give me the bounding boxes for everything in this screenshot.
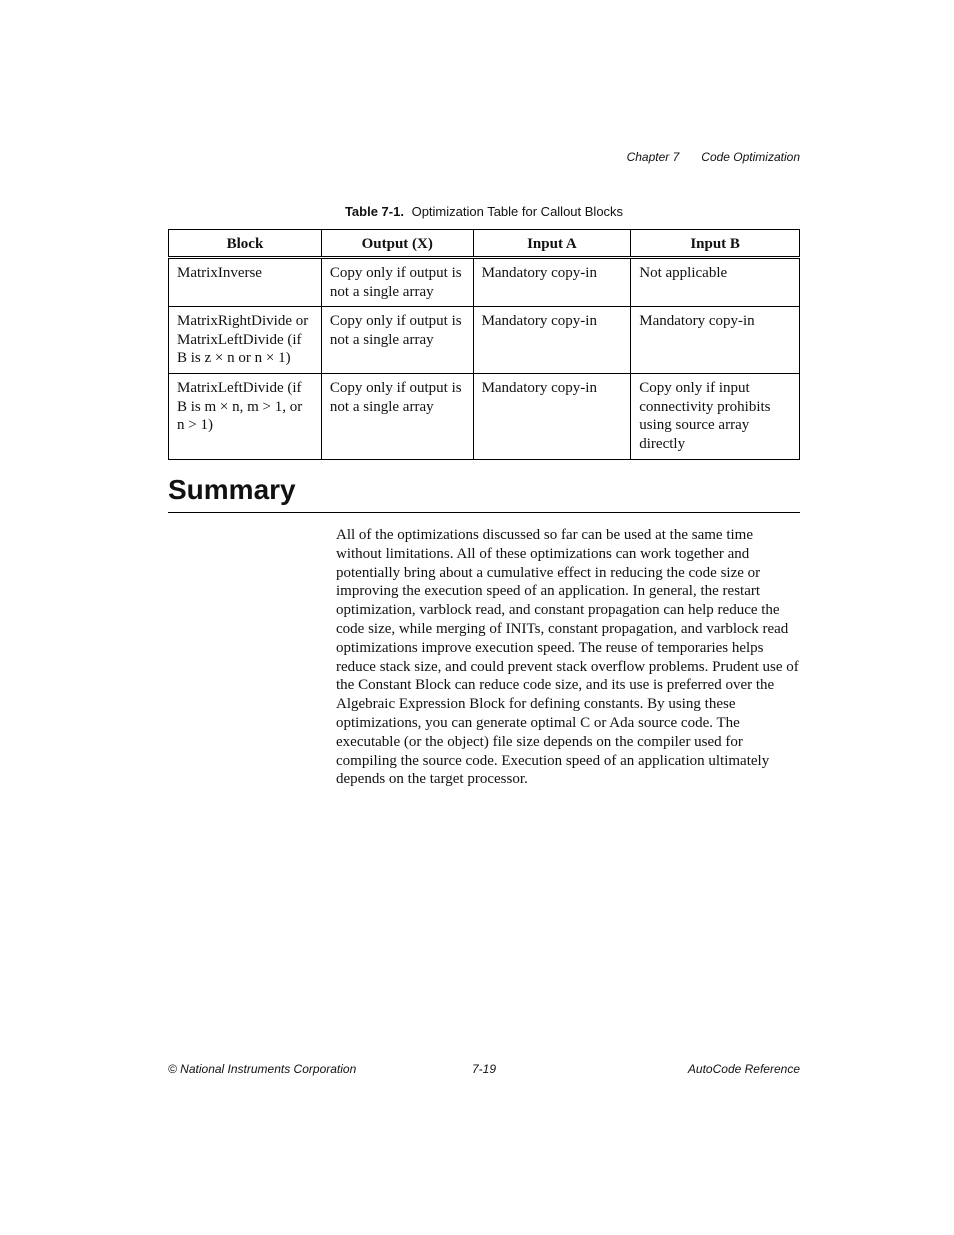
- chapter-title: Code Optimization: [701, 150, 800, 164]
- table-cell: Copy only if output is not a single array: [321, 258, 473, 307]
- optimization-table: [168, 229, 800, 460]
- table-cell: Mandatory copy-in: [473, 258, 631, 307]
- column-header-block: Block: [169, 230, 322, 258]
- table-caption-label: Table 7-1.: [344, 204, 404, 219]
- footer-document-title: AutoCode Reference: [687, 1062, 800, 1076]
- table-cell: Copy only if output is not a single array: [321, 374, 473, 460]
- section-title: Summary: [168, 474, 296, 505]
- table-cell: Mandatory copy-in: [473, 307, 631, 374]
- chapter-label: Chapter 7: [626, 150, 680, 164]
- table-cell: MatrixLeftDivide (if B is m × n, m > 1, or n > 1): [169, 374, 322, 460]
- table-cell: Copy only if output is not a single array: [321, 307, 473, 374]
- column-header-input-a: Input A: [473, 230, 631, 258]
- table-cell: Copy only if input connectivity prohibits using source array directly: [631, 374, 800, 460]
- table-cell: Mandatory copy-in: [473, 374, 631, 460]
- column-header-output: Output (X): [321, 230, 473, 258]
- table-row: [169, 374, 800, 460]
- page-footer: [168, 1062, 800, 1078]
- table-cell: MatrixInverse: [169, 258, 322, 307]
- table-caption: [168, 204, 800, 219]
- table-cell: Mandatory copy-in: [631, 307, 800, 374]
- page-number: 7-19: [471, 1062, 497, 1076]
- section-divider: [168, 512, 800, 513]
- table-cell: Not applicable: [631, 258, 800, 307]
- table-cell: MatrixRightDivide or MatrixLeftDivide (if B is z × n or n × 1): [169, 307, 322, 374]
- running-header: [168, 150, 800, 164]
- table-row: [169, 307, 800, 374]
- table-row: [169, 258, 800, 307]
- footer-copyright: © National Instruments Corporation: [168, 1062, 357, 1076]
- table-header-row: [169, 230, 800, 258]
- column-header-input-b: Input B: [631, 230, 800, 258]
- summary-paragraph: All of the optimizations discussed so far can be used at the same time without limitations. All of these optimizations can work together and potentially bring about a cumulative effect in reducing the code size or improving the execution speed of an application. In general, the restart optimization, varblock read, and constant propagation can help reduce the code size, while merging of INITs, constant propagation, and varblock read optimizations improve execution speed. The reuse of temporaries helps reduce stack size, and could prevent stack overflow problems. Prudent use of the Constant Block can reduce code size, and its use is preferred over the Algebraic Expression Block for defining constants. By using these optimizations, you can generate optimal C or Ada source code. The executable (or the object) file size depends on the compiler used for compiling the source code. Execution speed of an application ultimately depends on the target processor.: [336, 527, 799, 788]
- table-caption-text: Optimization Table for Callout Blocks: [411, 204, 624, 219]
